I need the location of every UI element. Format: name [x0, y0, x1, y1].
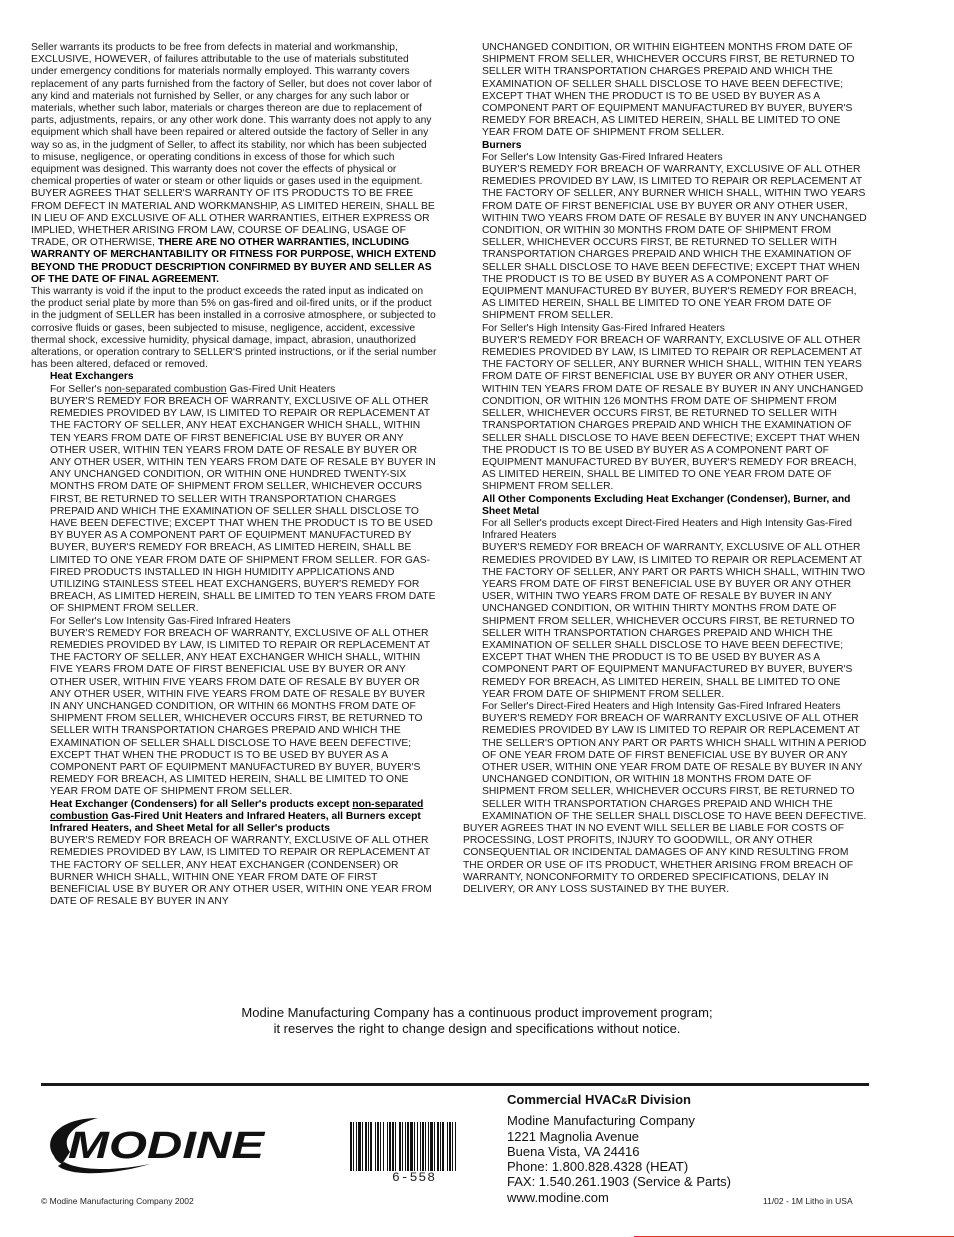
- copyright-notice: © Modine Manufacturing Company 2002: [41, 1196, 194, 1206]
- improvement-notice: [0, 1005, 954, 1037]
- hx-applicability-prefix: For Seller's: [50, 383, 105, 395]
- barcode-bar: [405, 1122, 406, 1171]
- burners-high-applicability: For Seller's High Intensity Gas-Fired Infrared Heaters: [482, 322, 725, 334]
- barcode-bar: [410, 1122, 413, 1171]
- other-components-remedy: BUYER'S REMEDY FOR BREACH OF WARRANTY, EXCLUSIVE OF ALL OTHER REMEDIES PROVIDED BY LAW, IS LIMITED TO REPAIR OR REPLACEMENT AT THE FACTORY OF SELLER, ANY PART OR PARTS WHICH SHALL, WITHIN TWO YEARS FROM DATE OF FIRST BENEFICIAL USE BY BUYER OR ANY OTHER USER, WITHIN TWO YEARS FROM DATE OF RESALE BY BUYER IN ANY UNCHANGED CONDITION, OR WITHIN THIRTY MONTHS FROM DATE OF SHIPMENT FROM SELLER, WHICHEVER OCCURS FIRST, BE RETURNED TO SELLER WITH TRANSPORTATION CHARGES PREPAID AND WHICH THE EXAMINATION OF SELLER SHALL DISCLOSE TO HAVE BEEN DEFECTIVE; EXCEPT THAT WHEN THE PRODUCT IS TO BE USED BY BUYER AS A COMPONENT PART OF EQUIPMENT MANUFACTURED BY BUYER, BUYER'S REMEDY FOR BREACH, AS LIMITED HEREIN, SHALL BE LIMITED TO ONE YEAR FROM DATE OF SHIPMENT FROM SELLER.: [482, 542, 866, 700]
- barcode-bar: [356, 1122, 357, 1171]
- direct-fired-remedy: BUYER'S REMEDY FOR BREACH OF WARRANTY EXCLUSIVE OF ALL OTHER REMEDIES PROVIDED BY LAW IS LIMITED TO REPAIR OR REPLACEMENT AT THE SELLER'S OPTION ANY PART OR PARTS WHICH SHALL WITHIN A PERIOD OF ONE YEAR FROM DATE OF FIRST BENEFICIAL USE BY BUYER OR ANY OTHER USER, WITHIN ONE YEAR FROM DATE OF RESALE BY BUYER IN ANY UNCHANGED CONDITION, OR WITHIN 18 MONTHS FROM DATE OF SHIPMENT FROM SELLER, WHICHEVER OCCURS FIRST, BE RETURNED TO SELLER WITH TRANSPORTATION CHARGES PREPAID AND WHICH THE EXAMINATION OF THE SELLER SHALL DISCLOSE TO HAVE BEEN DEFECTIVE.: [482, 713, 867, 822]
- burners-low-remedy: BUYER'S REMEDY FOR BREACH OF WARRANTY, EXCLUSIVE OF ALL OTHER REMEDIES PROVIDED BY LAW, IS LIMITED TO REPAIR OR REPLACEMENT AT THE FACTORY OF SELLER, ANY BURNER WHICH SHALL, WITHIN TWO YEARS FROM DATE OF FIRST BENEFICIAL USE BY BUYER OR ANY OTHER USER, WITHIN TWO YEARS FROM DATE OF RESALE BY BUYER IN ANY UNCHANGED CONDITION, OR WITHIN 30 MONTHS FROM DATE OF SHIPMENT FROM SELLER, WHICHEVER OCCURS FIRST, BE RETURNED TO SELLER WITH TRANSPORTATION CHARGES PREPAID AND WHICH THE EXAMINATION OF SELLER SHALL DISCLOSE TO HAVE BEEN DEFECTIVE; EXCEPT THAT WHEN THE PRODUCT IS TO BE USED BY BUYER AS A COMPONENT PART OF EQUIPMENT MANUFACTURED BY BUYER, BUYER'S REMEDY FOR BREACH, AS LIMITED HEREIN, SHALL BE LIMITED TO ONE YEAR FROM DATE OF SHIPMENT FROM SELLER.: [482, 164, 867, 322]
- heat-exchangers-heading: Heat Exchangers: [50, 371, 134, 383]
- barcode-bar: [442, 1122, 444, 1171]
- condenser-heading-part-b: Gas-Fired Unit Heaters and Infrared Heaters, all Burners except Infrared Heaters, and Sheet Metal for all Seller's products: [50, 810, 421, 834]
- barcode-bar: [455, 1122, 456, 1171]
- barcode-bar: [428, 1122, 429, 1171]
- contact-block: [507, 1092, 731, 1205]
- barcode-bar: [383, 1122, 384, 1171]
- barcode-bar: [380, 1122, 381, 1171]
- barcode-bar: [402, 1122, 403, 1171]
- logo-wordmark: MODINE: [68, 1125, 267, 1167]
- notice-line-2: it reserves the right to change design and specifications without notice.: [273, 1021, 681, 1036]
- no-other-warranties-text: THERE ARE NO OTHER WARRANTIES, INCLUDING WARRANTY OF MERCHANTABILITY OR FITNESS FOR PURPOSE, WHICH EXTEND BEYOND THE PRODUCT DESCRIPTION CONFIRMED BY BUYER AND SELLER AS OF THE DATE OF FINAL AGREEMENT.: [31, 237, 437, 285]
- company-name: Modine Manufacturing Company: [507, 1113, 695, 1129]
- barcode-bar: [362, 1122, 363, 1171]
- barcode-bar: [422, 1122, 424, 1171]
- barcode-bar: [370, 1122, 372, 1171]
- barcode-bar: [375, 1122, 376, 1171]
- barcode-bar: [437, 1122, 439, 1171]
- direct-fired-applicability: For Seller's Direct-Fired Heaters and High Intensity Gas-Fired Infrared Heaters: [482, 700, 841, 712]
- fax-number: FAX: 1.540.261.1903 (Service & Parts): [507, 1174, 732, 1190]
- hx-low-intensity-remedy: BUYER'S REMEDY FOR BREACH OF WARRANTY, EXCLUSIVE OF ALL OTHER REMEDIES PROVIDED BY LAW, IS LIMITED TO REPAIR OR REPLACEMENT AT THE FACTORY OF SELLER, ANY HEAT EXCHANGER WHICH SHALL, WITHIN FIVE YEARS FROM DATE OF FIRST BENEFICIAL USE BY BUYER OR ANY OTHER USER, WITHIN FIVE YEARS FROM DATE OF RESALE BY BUYER OR ANY OTHER USER, WITHIN FIVE YEARS FROM DATE OF RESALE BY BUYER IN ANY UNCHANGED CONDITION, OR WITHIN 66 MONTHS FROM DATE OF SHIPMENT FROM SELLER, WHICHEVER OCCURS FIRST, BE RETURNED TO SELLER WITH TRANSPORTATION CHARGES PREPAID AND WHICH THE EXAMINATION OF SELLER SHALL DISCLOSE TO HAVE BEEN DEFECTIVE; EXCEPT THAT WHEN THE PRODUCT IS TO BE USED BY BUYER AS A COMPONENT PART OF EQUIPMENT MANUFACTURED BY BUYER, BUYER'S REMEDY FOR BREACH, AS LIMITED HEREIN, SHALL BE LIMITED TO ONE YEAR FROM DATE OF SHIPMENT FROM SELLER.: [50, 627, 430, 798]
- barcode-bar: [365, 1122, 367, 1171]
- burners-low-applicability: For Seller's Low Intensity Gas-Fired Infrared Heaters: [482, 151, 723, 163]
- buyer-agrees-text: BUYER AGREES THAT SELLER'S WARRANTY OF ITS PRODUCTS TO BE FREE FROM DEFECT IN MATERIAL AND WORKMANSHIP, AS LIMITED HEREIN, SHALL BE IN LIEU OF AND EXCLUSIVE OF ALL OTHER WARRANTIES, EITHER EXPRESS OR IMPLIED, WHETHER ARISING FROM LAW, COURSE OF DEALING, USAGE OF TRADE, OR OTHERWISE,: [31, 188, 435, 249]
- barcode-bar: [392, 1122, 394, 1171]
- hx-applicability-suffix: Gas-Fired Unit Heaters: [226, 383, 336, 395]
- barcode-bar: [447, 1122, 448, 1171]
- other-components-applicability: For all Seller's products except Direct-Fired Heaters and High Intensity Gas-Fired Infrared Heaters: [482, 517, 852, 542]
- warranty-right-column: [463, 42, 867, 896]
- barcode-bar: [434, 1122, 435, 1171]
- print-code: 11/02 - 1M Litho in USA: [763, 1196, 853, 1206]
- barcode-icon: [348, 1122, 460, 1171]
- website-link[interactable]: www.modine.com: [507, 1189, 609, 1205]
- barcode-bar: [417, 1122, 418, 1171]
- barcode-bar: [368, 1122, 369, 1171]
- buyer-agrees-paragraph: [31, 188, 437, 286]
- barcode-bar: [350, 1122, 352, 1171]
- warranty-left-column: [31, 42, 437, 908]
- barcode-bar: [387, 1122, 388, 1171]
- barcode-bar: [395, 1122, 396, 1171]
- barcode-bar: [452, 1122, 453, 1171]
- heat-exchangers-section: [31, 371, 437, 908]
- division-title: [507, 1092, 731, 1109]
- barcode-bar: [425, 1122, 426, 1171]
- condenser-heading: [50, 799, 437, 836]
- barcode-bar: [358, 1122, 361, 1171]
- liability-limitation: BUYER AGREES THAT IN NO EVENT WILL SELLER BE LIABLE FOR COSTS OF PROCESSING, LOST PROFITS, INJURY TO GOODWILL, OR ANY OTHER CONSEQUENTIAL OR INCIDENTAL DAMAGES OF ANY KIND RESULTING FROM THE ORDER OR USE OF ITS PRODUCT, WHETHER ARISING FROM BREACH OF WARRANTY, NONCONFORMITY TO ORDERED SPECIFICATIONS, DELAY IN DELIVERY, OR ANY LOSS SUSTAINED BY THE BUYER.: [463, 823, 854, 896]
- hx-remedy: BUYER'S REMEDY FOR BREACH OF WARRANTY, EXCLUSIVE OF ALL OTHER REMEDIES PROVIDED BY LAW, IS LIMITED TO REPAIR OR REPLACEMENT AT THE FACTORY OF SELLER, ANY HEAT EXCHANGER WHICH SHALL, WITHIN TEN YEARS FROM DATE OF FIRST BENEFICIAL USE BY BUYER OR ANY OTHER USER, WITHIN TEN YEARS FROM DATE OF RESALE BY BUYER OR ANY OTHER USER, WITHIN TEN YEARS FROM DATE OF RESALE BY BUYER IN ANY UNCHANGED CONDITION, OR WITHIN ONE HUNDRED TWENTY-SIX MONTHS FROM DATE OF SHIPMENT FROM SELLER, WHICHEVER OCCURS FIRST, BE RETURNED TO SELLER WITH TRANSPORTATION CHARGES PREPAID AND WHICH THE EXAMINATION OF SELLER SHALL DISCLOSE TO HAVE BEEN DEFECTIVE; EXCEPT THAT WHEN THE PRODUCT IS TO BE USED BY BUYER AS A COMPONENT PART OF EQUIPMENT MANUFACTURED BY BUYER, BUYER'S REMEDY FOR BREACH, AS LIMITED HEREIN, SHALL BE LIMITED TO ONE YEAR FROM DATE OF SHIPMENT FROM SELLER. FOR GAS-FIRED PRODUCTS INSTALLED IN HIGH HUMIDITY APPLICATIONS AND UTILIZING STAINLESS STEEL HEAT EXCHANGERS, BUYER'S REMEDY FOR BREACH, AS LIMITED HEREIN, SHALL BE LIMITED TO TEN YEARS FROM DATE OF SHIPMENT FROM SELLER.: [50, 395, 436, 615]
- burners-high-remedy: BUYER'S REMEDY FOR BREACH OF WARRANTY, EXCLUSIVE OF ALL OTHER REMEDIES PROVIDED BY LAW, IS LIMITED TO REPAIR OR REPLACEMENT AT THE FACTORY OF SELLER, ANY BURNER WHICH SHALL, WITHIN TEN YEARS FROM DATE OF FIRST BENEFICIAL USE BY BUYER OR ANY OTHER USER, WITHIN TEN YEARS FROM DATE OF RESALE BY BUYER IN ANY UNCHANGED CONDITION, OR WITHIN 126 MONTHS FROM DATE OF SHIPMENT FROM SELLER, WHICHEVER OCCURS FIRST, BE RETURNED TO SELLER WITH TRANSPORTATION CHARGES PREPAID AND WHICH THE EXAMINATION OF SELLER SHALL DISCLOSE TO HAVE BEEN DEFECTIVE; EXCEPT THAT WHEN THE PRODUCT IS TO BE USED BY BUYER AS A COMPONENT PART OF EQUIPMENT MANUFACTURED BY BUYER, BUYER'S REMEDY FOR BREACH, AS LIMITED HEREIN, SHALL BE LIMITED TO ONE YEAR FROM DATE OF SHIPMENT FROM SELLER.: [482, 334, 864, 493]
- condenser-remedy-continued: UNCHANGED CONDITION, OR WITHIN EIGHTEEN MONTHS FROM DATE OF SHIPMENT FROM SELLER, WHICHEVER OCCURS FIRST, BE RETURNED TO SELLER WITH TRANSPORTATION CHARGES PREPAID AND WHICH THE EXAMINATION OF SELLER SHALL DISCLOSE TO HAVE BEEN DEFECTIVE; EXCEPT THAT WHEN THE PRODUCT IS TO BE USED BY BUYER AS A COMPONENT PART OF EQUIPMENT MANUFACTURED BY BUYER, BUYER'S REMEDY FOR BREACH, AS LIMITED HEREIN, SHALL BE LIMITED TO ONE YEAR FROM DATE OF SHIPMENT FROM SELLER.: [482, 42, 855, 139]
- division-title-ampersand: &: [620, 1096, 628, 1106]
- hx-applicability: [50, 384, 437, 396]
- barcode-bar: [353, 1122, 354, 1171]
- barcode-bar: [389, 1122, 391, 1171]
- city-state-zip: Buena Vista, VA 24416: [507, 1143, 640, 1159]
- barcode-bar: [440, 1122, 441, 1171]
- barcode-number: 6-558: [392, 1170, 437, 1185]
- notice-line-1: Modine Manufacturing Company has a continuous product improvement program;: [241, 1005, 713, 1020]
- warranty-intro: Seller warrants its products to be free from defects in material and workmanship, EXCLUSIVE, HOWEVER, of failures attributable to the use of materials substituted under emergency conditions for materials normally employed. This warranty covers replacement of any parts furnished from the factory of Seller, but does not cover labor of any kind and materials not furnished by Seller, or any charges for any such labor or materials, whether such labor, materials or charges thereon are due to replacement of parts, adjustments, repairs, or any other work done. This warranty does not apply to any equipment which shall have been repaired or altered outside the factory of Seller in any way so as, in the judgment of Seller, to affect its stability, nor which has been subjected to misuse, negligence, or operating conditions in excess of those for which such equipment was designed. This warranty does not cover the effects of physical or chemical properties of water or steam or other liquids or gases used in the equipment.: [31, 42, 432, 188]
- condenser-remedy: BUYER'S REMEDY FOR BREACH OF WARRANTY, EXCLUSIVE OF ALL OTHER REMEDIES PROVIDED BY LAW, IS LIMITED TO REPAIR OR REPLACEMENT AT THE FACTORY OF SELLER, ANY HEAT EXCHANGER (CONDENSER) OR BURNER WHICH SHALL, WITHIN ONE YEAR FROM DATE OF FIRST BENEFICIAL USE BY BUYER OR ANY OTHER USER, WITHIN ONE YEAR FROM DATE OF RESALE BY BUYER IN ANY: [50, 835, 432, 908]
- division-title-prefix: Commercial HVAC: [507, 1092, 621, 1107]
- barcode-bar: [407, 1122, 409, 1171]
- footer-divider: [41, 1083, 869, 1086]
- other-components-heading: All Other Components Excluding Heat Exchanger (Condenser), Burner, and Sheet Metal: [482, 493, 851, 517]
- burners-heading: Burners: [482, 139, 522, 151]
- barcode-bar: [399, 1122, 401, 1171]
- barcode-bar: [430, 1122, 433, 1171]
- barcode-bar: [420, 1122, 421, 1171]
- void-clause: This warranty is void if the input to the product exceeds the rated input as indicated on the product serial plate by more than 5% on gas-fired and oil-fired units, or if the product in the judgment of SELLER has been installed in a corrosive atmosphere, or subjected to corrosive fluids or gases, been subjected to misuse, negligence, accident, excessive thermal shock, excessive humidity, physical damage, impact, abrasion, unauthorized alterations, or operation contrary to SELLER'S printed instructions, or if the serial number has been altered, defaced or removed.: [31, 286, 437, 371]
- hx-applicability-underlined: non-separated combustion: [104, 383, 227, 395]
- barcode-bar: [377, 1122, 379, 1171]
- phone-number: Phone: 1.800.828.4328 (HEAT): [507, 1159, 689, 1175]
- right-column-indented-block: [463, 42, 867, 823]
- division-title-suffix: R Division: [627, 1092, 691, 1107]
- barcode-bar: [449, 1122, 451, 1171]
- barcode-bar: [414, 1122, 415, 1171]
- hx-low-intensity-applicability: For Seller's Low Intensity Gas-Fired Infrared Heaters: [50, 615, 291, 627]
- condenser-heading-underlined: non-separated combustion: [50, 798, 424, 822]
- modine-logo: [40, 1112, 270, 1178]
- condenser-heading-part-a: Heat Exchanger (Condensers) for all Seller's products except: [50, 798, 353, 810]
- street-address: 1221 Magnolia Avenue: [507, 1128, 640, 1144]
